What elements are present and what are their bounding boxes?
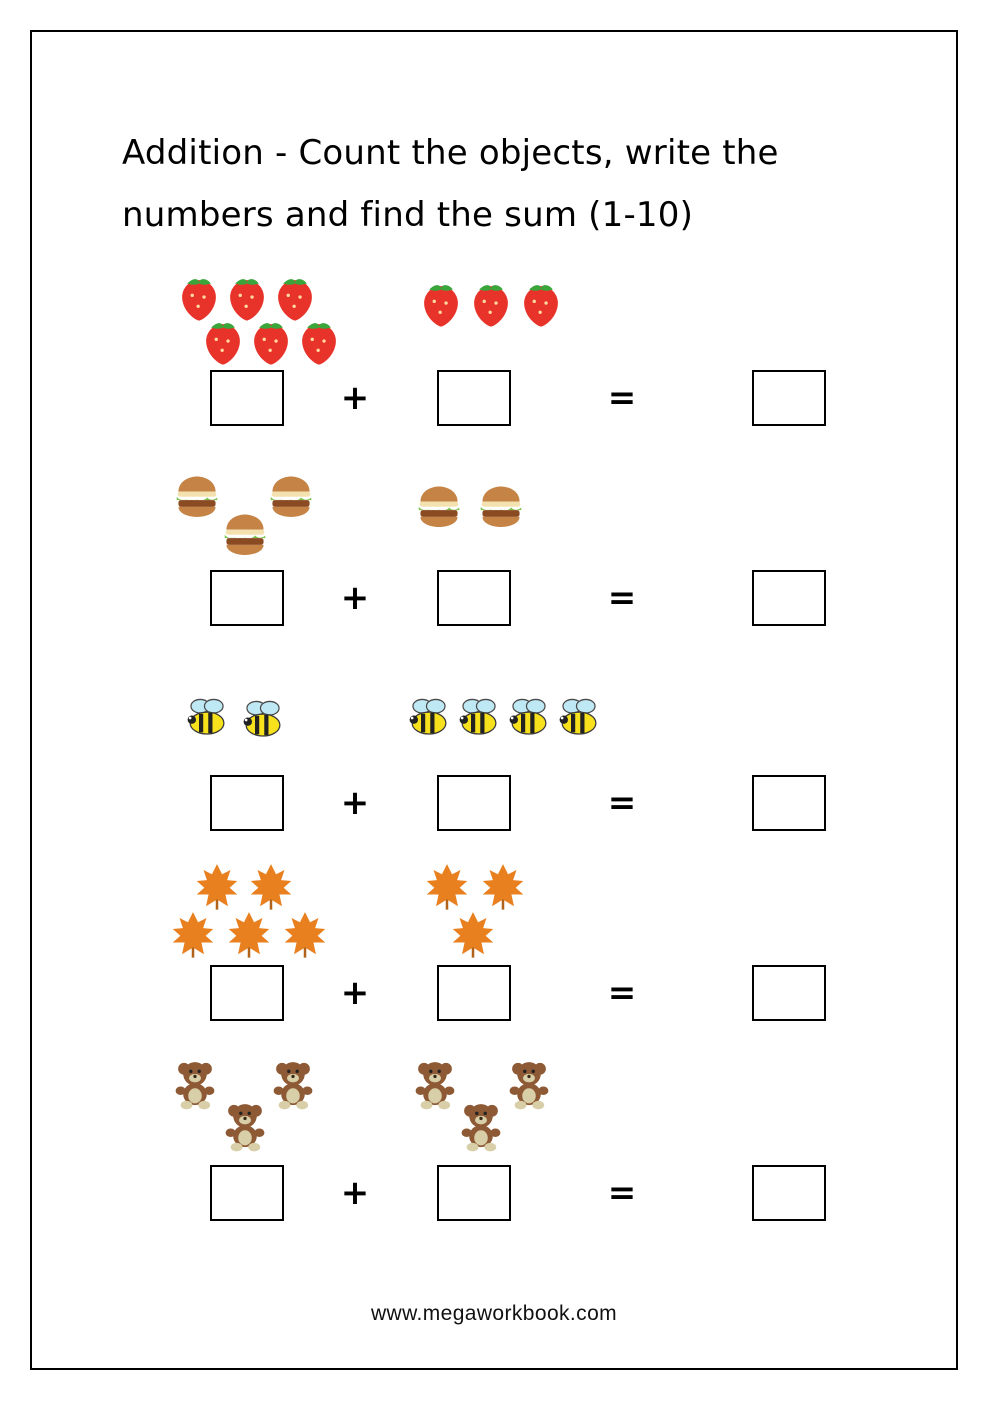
equals-sign: = [607, 973, 637, 1013]
teddy-bear-icon-group [402, 1057, 632, 1167]
footer-website: www.megaworkbook.com [370, 1302, 618, 1325]
sum-input[interactable] [752, 570, 826, 626]
maple-leaf-icon [244, 859, 298, 913]
maple-leaf-icon [476, 859, 530, 913]
bee-icon-group [402, 667, 632, 777]
maple-leaf-icon [278, 907, 332, 961]
second-addend-input[interactable] [437, 965, 511, 1021]
problem-row [92, 857, 912, 1047]
hamburger-icon [474, 478, 528, 532]
problem-row [92, 262, 912, 452]
maple-leaf-icon [190, 859, 244, 913]
strawberry-icon [414, 276, 468, 330]
sum-input[interactable] [752, 1165, 826, 1221]
first-addend-input[interactable] [210, 775, 284, 831]
maple-leaf-icon-group [402, 857, 632, 967]
hamburger-icon [218, 506, 272, 560]
plus-sign: + [340, 578, 370, 618]
strawberry-icon [464, 276, 518, 330]
teddy-bear-icon-group [162, 1057, 382, 1167]
object-group-right [402, 262, 632, 372]
second-addend-input[interactable] [437, 370, 511, 426]
bee-icon [552, 691, 606, 745]
plus-sign: + [340, 783, 370, 823]
object-group-left [162, 857, 382, 967]
object-group-left [162, 462, 382, 572]
object-group-right [402, 462, 632, 572]
strawberry-icon-group [402, 262, 632, 372]
first-addend-input[interactable] [210, 570, 284, 626]
bee-icon [502, 691, 556, 745]
object-group-right [402, 1057, 632, 1167]
strawberry-icon-group [162, 262, 382, 372]
object-group-left [162, 262, 382, 372]
equals-sign: = [607, 378, 637, 418]
equals-sign: = [607, 783, 637, 823]
teddy-bear-icon [454, 1099, 508, 1153]
plus-sign: + [340, 973, 370, 1013]
strawberry-icon [292, 314, 346, 368]
sum-input[interactable] [752, 965, 826, 1021]
maple-leaf-icon [166, 907, 220, 961]
teddy-bear-icon [168, 1057, 222, 1111]
sum-input[interactable] [752, 775, 826, 831]
equals-sign: = [607, 1173, 637, 1213]
plus-sign: + [340, 1173, 370, 1213]
strawberry-icon [244, 314, 298, 368]
object-group-right [402, 667, 632, 777]
maple-leaf-icon-group [162, 857, 382, 967]
hamburger-icon [170, 468, 224, 522]
hamburger-icon [264, 468, 318, 522]
problem-row [92, 1057, 912, 1247]
problem-row [92, 462, 912, 652]
bee-icon [402, 691, 456, 745]
second-addend-input[interactable] [437, 775, 511, 831]
strawberry-icon [514, 276, 568, 330]
bee-icon [236, 693, 290, 747]
strawberry-icon [196, 314, 250, 368]
second-addend-input[interactable] [437, 1165, 511, 1221]
problem-row [92, 667, 912, 857]
bee-icon-group [162, 667, 382, 777]
sum-input[interactable] [752, 370, 826, 426]
maple-leaf-icon [222, 907, 276, 961]
teddy-bear-icon [266, 1057, 320, 1111]
object-group-right [402, 857, 632, 967]
bee-icon [452, 691, 506, 745]
plus-sign: + [340, 378, 370, 418]
first-addend-input[interactable] [210, 370, 284, 426]
second-addend-input[interactable] [437, 570, 511, 626]
first-addend-input[interactable] [210, 965, 284, 1021]
page-title: Addition - Count the objects, write the numbers and find the sum (1-10) [122, 133, 779, 235]
maple-leaf-icon [420, 859, 474, 913]
teddy-bear-icon [502, 1057, 556, 1111]
hamburger-icon [412, 478, 466, 532]
teddy-bear-icon [218, 1099, 272, 1153]
bee-icon [180, 691, 234, 745]
hamburger-icon-group [402, 462, 632, 572]
maple-leaf-icon [446, 907, 500, 961]
worksheet-page [30, 30, 958, 1370]
first-addend-input[interactable] [210, 1165, 284, 1221]
equals-sign: = [607, 578, 637, 618]
object-group-left [162, 667, 382, 777]
hamburger-icon-group [162, 462, 382, 572]
object-group-left [162, 1057, 382, 1167]
